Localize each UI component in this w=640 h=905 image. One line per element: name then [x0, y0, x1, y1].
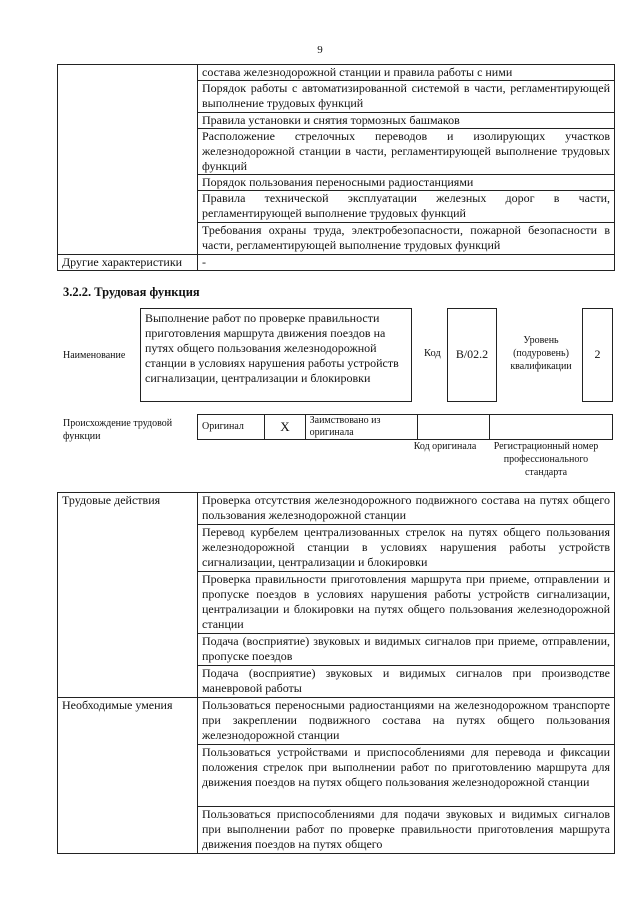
function-code-label: Код [424, 348, 441, 359]
registration-number-caption: Регистрационный номер профессионального стандарта [493, 441, 599, 478]
qualification-level-box [582, 308, 613, 402]
other-characteristics-value: - [198, 255, 615, 271]
skill-item: Пользоваться переносными радиостанциями на железнодорожном транспорте при закреплении подвижного состава на путях общего пользования железнодорожной станции [198, 698, 615, 745]
requirement-item: Требования охраны труда, электробезопасности, пожарной безопасности в части, регламентирующей выполнение трудовых функций [198, 223, 615, 255]
skill-item: Пользоваться приспособлениями для подачи звуковых и видимых сигналов при выполнении работ по проверке правильности приготовления маршрута движения поездов на путях общего [198, 807, 615, 854]
labor-actions-label: Трудовые действия [58, 493, 198, 698]
requirement-item: Порядок пользования переносными радиостанциями [198, 175, 615, 191]
borrowed-label: Заимствовано из оригинала [305, 415, 418, 440]
qualification-level-label: Уровень (подуровень) квалификации [510, 335, 572, 372]
section-heading: 3.2.2. Трудовая функция [63, 285, 200, 299]
table-row [58, 698, 615, 745]
other-characteristics-label: Другие характеристики [58, 255, 198, 271]
table-row [58, 493, 615, 525]
original-code-caption: Код оригинала [413, 441, 477, 452]
function-name-label: Наименование [63, 350, 126, 361]
function-name-value: Выполнение работ по проверке правильности приготовления маршрута движения поездов на путях общего пользования железнодорожной станции в условиях нарушения работы устройств сигнализации, централизации и блокировки [140, 308, 412, 402]
requirement-item: Правила технической эксплуатации железных дорог в части, регламентирующей выполнение трудовых функций [198, 191, 615, 223]
table-row [58, 65, 615, 81]
labor-function-table [57, 492, 615, 854]
original-mark: X [265, 415, 305, 440]
labor-action-item: Подача (восприятие) звуковых и видимых сигналов при производстве маневровой работы [198, 666, 615, 698]
function-code-box [447, 308, 497, 402]
origin-table [197, 414, 613, 440]
origin-label: Происхождение трудовой функции [63, 418, 173, 442]
requirement-item: состава железнодорожной станции и правила работы с ними [198, 65, 615, 81]
labor-action-item: Подача (восприятие) звуковых и видимых сигналов при приеме, отправлении, пропуске поездов [198, 634, 615, 666]
page-number: 9 [317, 44, 323, 56]
requirement-item: Расположение стрелочных переводов и изолирующих участков железнодорожной станции в части, регламентирующей выполнение трудовых функций [198, 129, 615, 175]
registration-number-cell [489, 415, 612, 440]
labor-action-item: Перевод курбелем централизованных стрелок на путях общего пользования железнодорожной станции в условиях нарушения работы устройств сигнализации, централизации и блокировки [198, 525, 615, 572]
requirements-table [57, 64, 615, 271]
original-label: Оригинал [198, 415, 265, 440]
row-label-cell [58, 65, 198, 255]
labor-action-item: Проверка отсутствия железнодорожного подвижного состава на путях общего пользования железнодорожной станции [198, 493, 615, 525]
required-skills-label: Необходимые умения [58, 698, 198, 854]
labor-action-item: Проверка правильности приготовления маршрута при приеме, отправлении и пропуске поездов в условиях нарушения работы устройств сигнализации, централизации и блокировки на путях общего пользования железнодорожной станции [198, 572, 615, 634]
qualification-level-value: 2 [594, 347, 601, 361]
skill-item: Пользоваться устройствами и приспособлениями для перевода и фиксации положения стрелок при выполнении работ по приготовлению маршрута для движения поездов на путях общего пользования железнодорожной станции [198, 745, 615, 807]
requirement-item: Правила установки и снятия тормозных башмаков [198, 113, 615, 129]
table-row [58, 255, 615, 271]
function-code-value: B/02.2 [455, 347, 489, 361]
original-code-cell [418, 415, 489, 440]
requirement-item: Порядок работы с автоматизированной системой в части, регламентирующей выполнение трудовых функций [198, 81, 615, 113]
table-row [198, 415, 613, 440]
